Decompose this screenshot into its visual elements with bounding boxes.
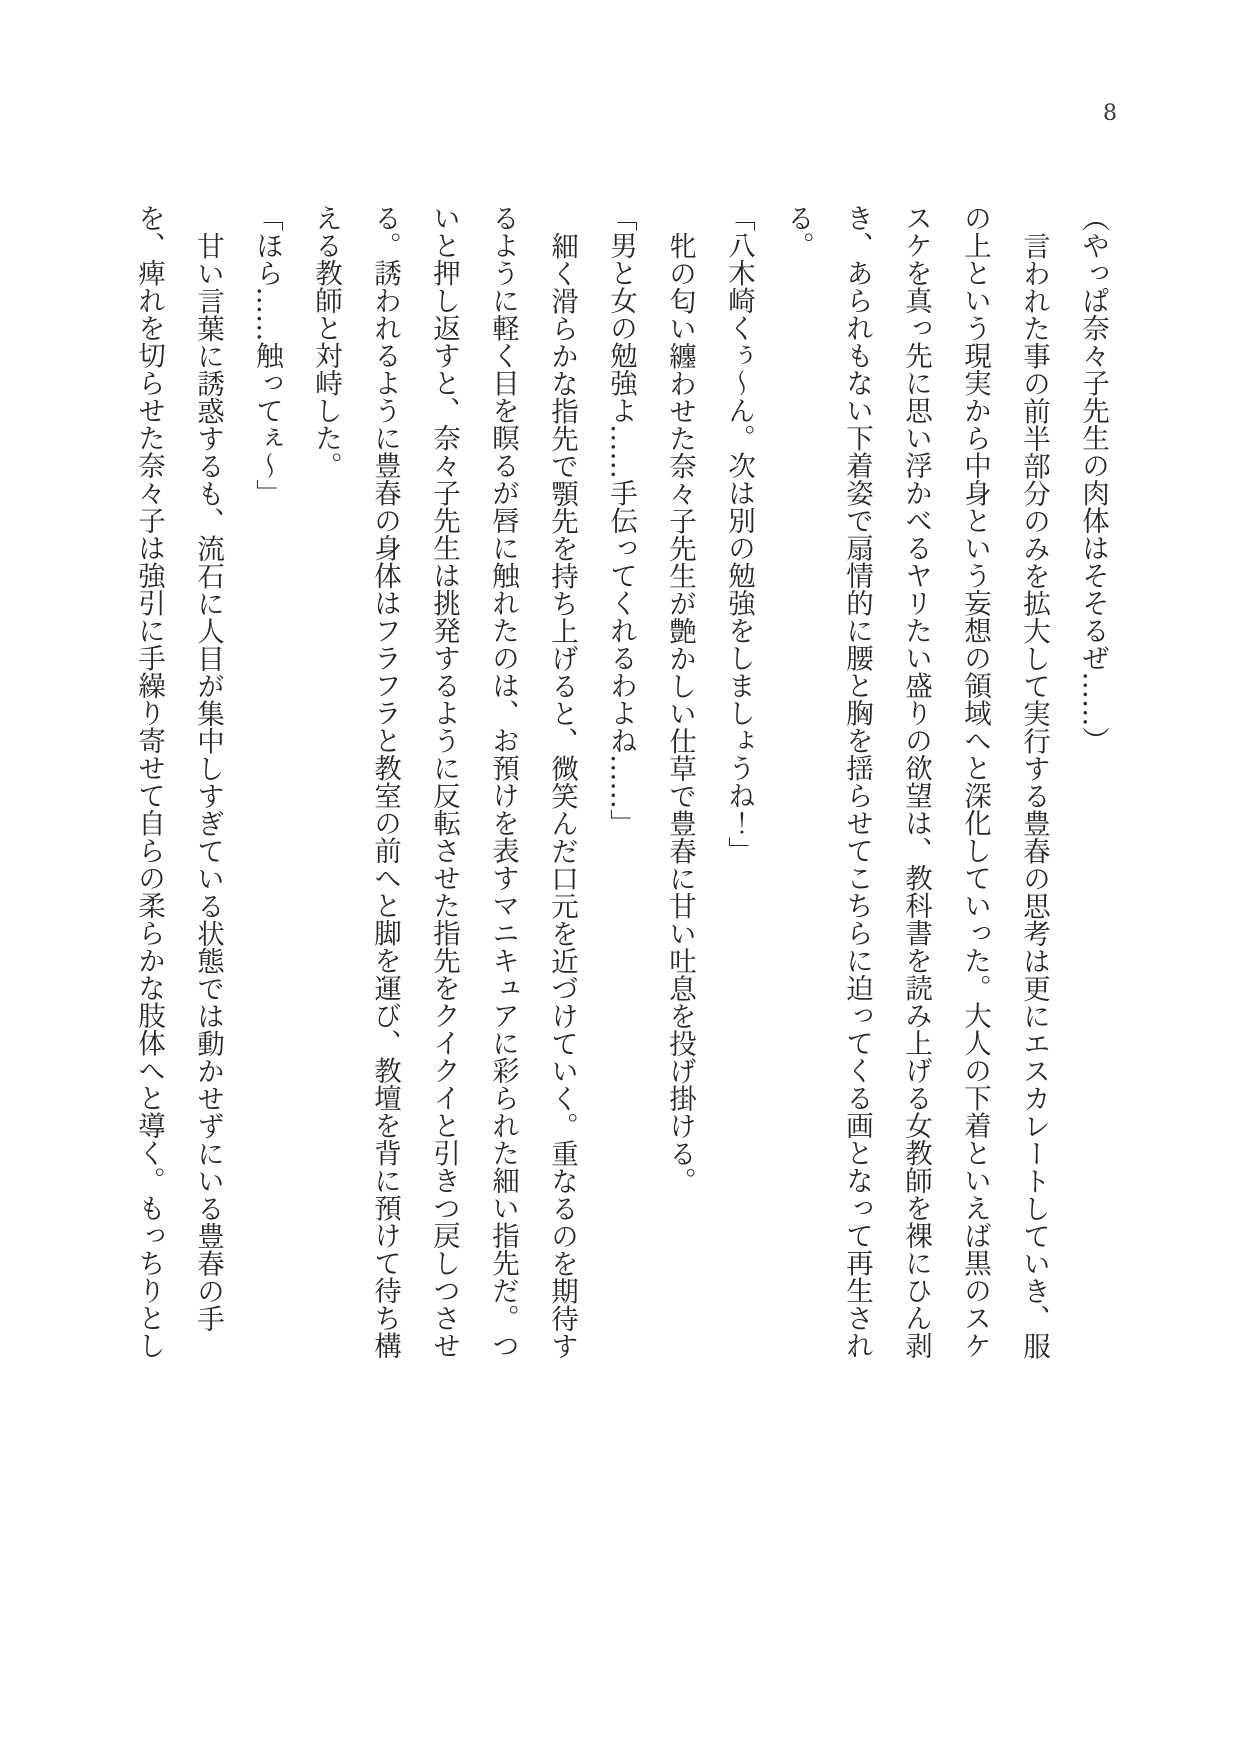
paragraph-inner-thought: （やっぱ奈々子先生の肉体はそそるぜ……）	[1077, 204, 1109, 754]
paragraph-dialogue-1: 「八木崎くぅ～ん。次は別の勉強をしましょうね！」	[723, 204, 755, 864]
paragraph-dialogue-2: 「男と女の勉強よ……手伝ってくれるわよね……」	[605, 204, 637, 837]
paragraph-narration-1: 言われた事の前半部分のみを拡大して実行する豊春の思考は更にエスカレートしていき、服の上という現実から中身という妄想の領域へと深化していった。大人の下着といえば黒のスケスケを真っ先に思い浮かべるヤリたい盛りの欲望は、教科書を読み上げる女教師を裸にひん剥き、あられもない下着姿で扇情的に腰と胸を揺らせてこちらに迫ってくる画となって再生される。	[782, 204, 1050, 1359]
paragraph-narration-2: 牝の匂い纏わせた奈々子先生が艶かしい仕草で豊春に甘い吐息を投げ掛ける。	[664, 231, 696, 1194]
vertical-text-body	[119, 204, 1122, 1364]
paragraph-narration-4: 甘い言葉に誘惑するも、流石に人目が集中しすぎている状態では動かせずにいる豊春の手を、痺れを切らせた奈々子は強引に手繰り寄せて自らの柔らかな肢体へと導く。もっちりとし	[133, 204, 224, 1359]
paragraph-dialogue-3: 「ほら……触ってぇ～」	[251, 204, 283, 507]
page-number: 8	[1103, 101, 1117, 126]
paragraph-narration-3: 細く滑らかな指先で顎先を持ち上げると、微笑んだ口元を近づけていく。重なるのを期待するように軽く目を瞑るが唇に触れたのは、お預けを表すマニキュアに彩られた細い指先だ。ついと押し返すと、奈々子先生は挑発するように反転させた指先をクイクイと引きつ戻しつさせる。誘われるように豊春の身体はフラフラと教室の前へと脚を運び、教壇を背に預けて待ち構える教師と対峙した。	[310, 204, 578, 1359]
